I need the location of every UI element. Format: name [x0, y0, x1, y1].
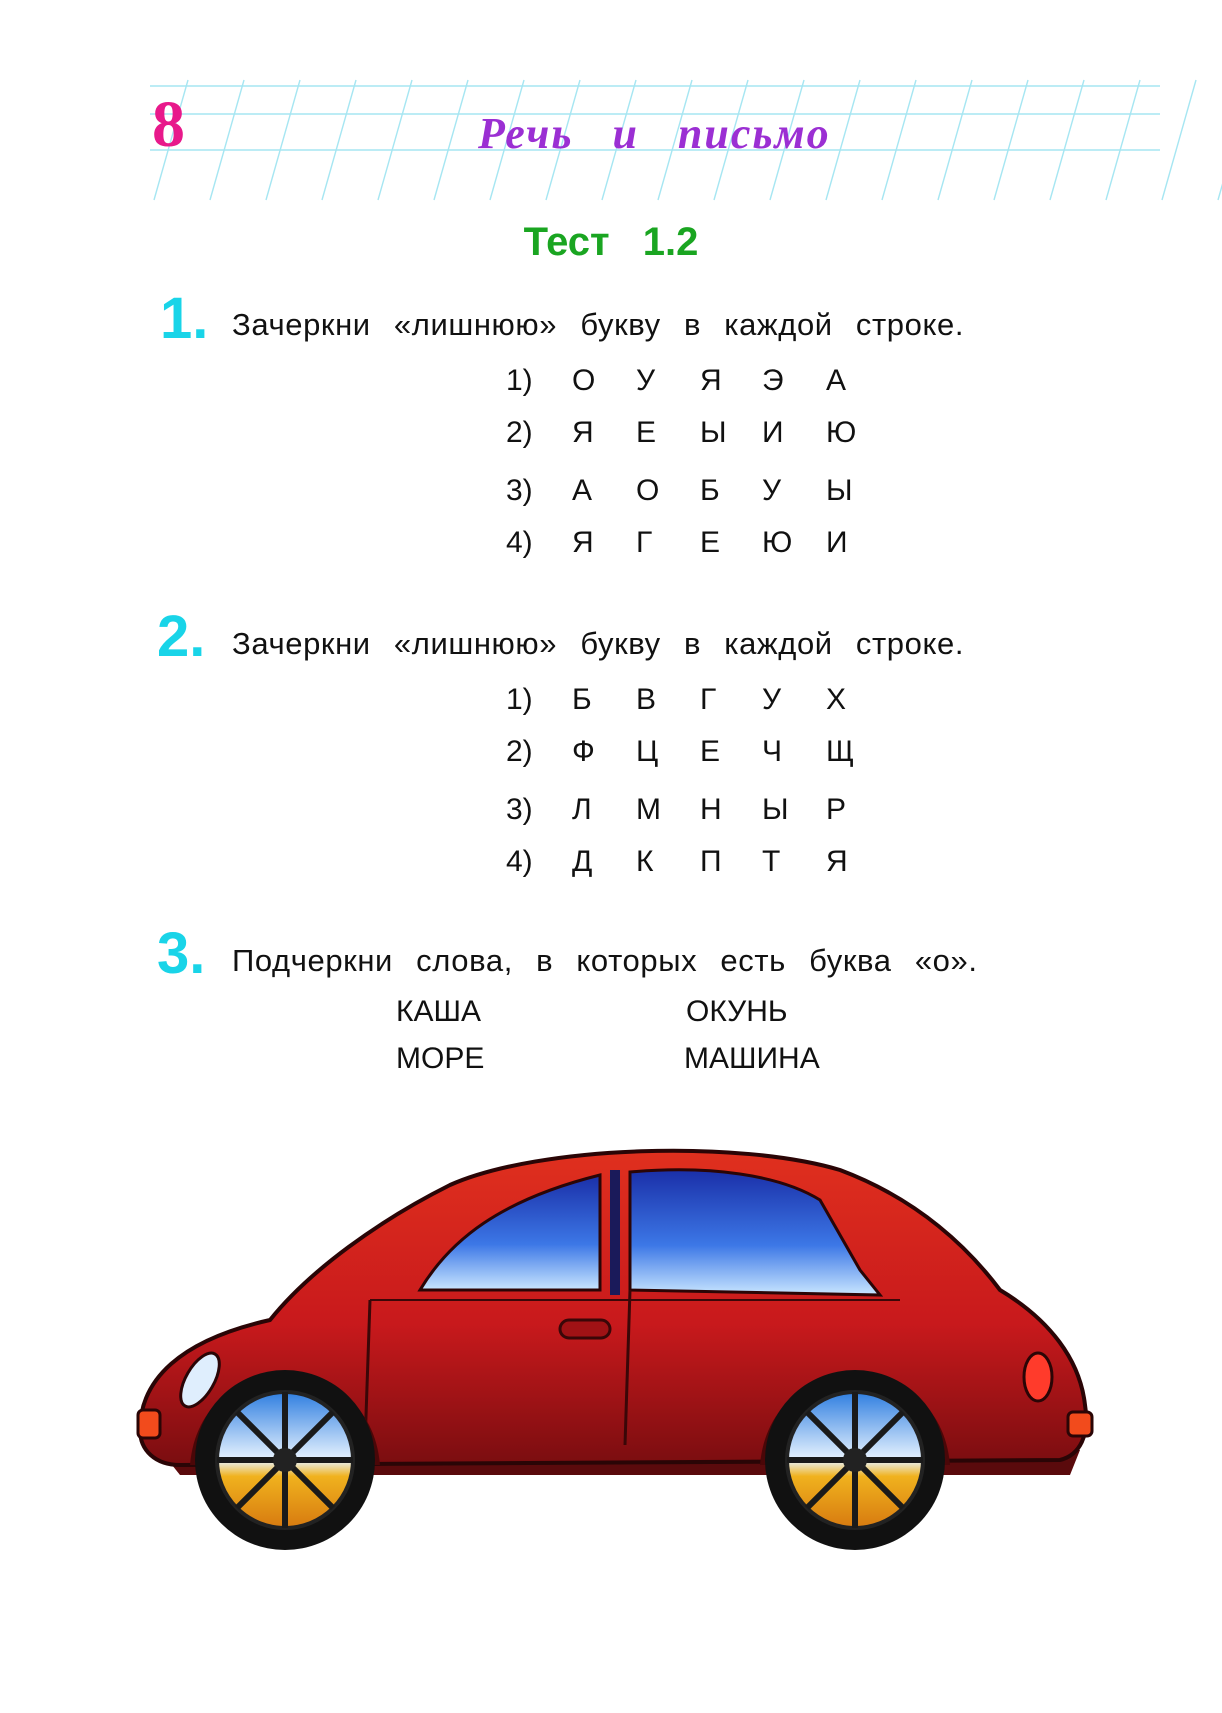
letter: Я: [700, 364, 722, 397]
letter: Д: [572, 845, 593, 878]
section-title: Речь и письмо: [478, 109, 831, 158]
task-3-instruction: Подчеркни слова, в которых есть буква «о».: [232, 943, 978, 978]
letter: Ю: [826, 416, 857, 449]
letter: Ы: [700, 416, 727, 449]
letter: О: [636, 474, 660, 507]
row-label: 3): [506, 474, 533, 507]
letter: Я: [572, 526, 594, 559]
letter-row: [0, 795, 1222, 829]
red-car-icon: [120, 1130, 1120, 1590]
letter: И: [762, 416, 784, 449]
letter: Б: [700, 474, 720, 507]
task-3-number: 3.: [157, 921, 206, 986]
letter: Ы: [762, 793, 789, 826]
letter: Т: [762, 845, 781, 878]
letter: О: [572, 364, 596, 397]
letter: Р: [826, 793, 847, 826]
letter-row: [0, 528, 1222, 562]
letter: Л: [572, 793, 592, 826]
letter-row: [0, 737, 1222, 771]
letter: К: [636, 845, 654, 878]
letter-row: [0, 847, 1222, 881]
letter: Г: [636, 526, 653, 559]
letter: Ю: [762, 526, 793, 559]
letter: Г: [700, 683, 717, 716]
letter: Е: [636, 416, 657, 449]
task-1-instruction: Зачеркни «лишнюю» букву в каждой строке.: [232, 307, 965, 342]
task-2-instruction: Зачеркни «лишнюю» букву в каждой строке.: [232, 626, 965, 661]
letter: Н: [700, 793, 722, 826]
rear-wheel-icon: [765, 1370, 945, 1550]
letter: В: [636, 683, 657, 716]
letter: Ы: [826, 474, 853, 507]
row-label: 2): [506, 416, 533, 449]
letter-row: [0, 366, 1222, 400]
task-1-number: 1.: [160, 286, 209, 351]
letter: Е: [700, 526, 721, 559]
letter: А: [572, 474, 593, 507]
page-number: 8: [152, 88, 185, 161]
row-label: 4): [506, 526, 533, 559]
letter: Б: [572, 683, 592, 716]
letter-row: [0, 418, 1222, 452]
row-label: 3): [506, 793, 533, 826]
letter: Я: [826, 845, 848, 878]
letter: Ф: [572, 735, 595, 768]
row-label: 1): [506, 364, 533, 397]
word-kasha: КАША: [396, 995, 481, 1028]
letter-row: [0, 685, 1222, 719]
letter: Ч: [762, 735, 782, 768]
letter: Щ: [826, 735, 855, 768]
letter-row: [0, 476, 1222, 510]
letter: Э: [762, 364, 784, 397]
letter: У: [762, 683, 782, 716]
word-mashina: МАШИНА: [684, 1042, 820, 1075]
row-label: 1): [506, 683, 533, 716]
row-label: 4): [506, 845, 533, 878]
row-label: 2): [506, 735, 533, 768]
task-2-number: 2.: [157, 604, 206, 669]
word-more: МОРЕ: [396, 1042, 485, 1075]
front-wheel-icon: [195, 1370, 375, 1550]
letter: У: [762, 474, 782, 507]
letter: И: [826, 526, 848, 559]
letter: У: [636, 364, 656, 397]
letter: М: [636, 793, 661, 826]
letter: Ц: [636, 735, 659, 768]
word-okun: ОКУНЬ: [686, 995, 788, 1028]
test-title: Тест 1.2: [523, 220, 699, 264]
letter: П: [700, 845, 722, 878]
letter: А: [826, 364, 847, 397]
letter: Е: [700, 735, 721, 768]
letter: Я: [572, 416, 594, 449]
letter: Х: [826, 683, 847, 716]
